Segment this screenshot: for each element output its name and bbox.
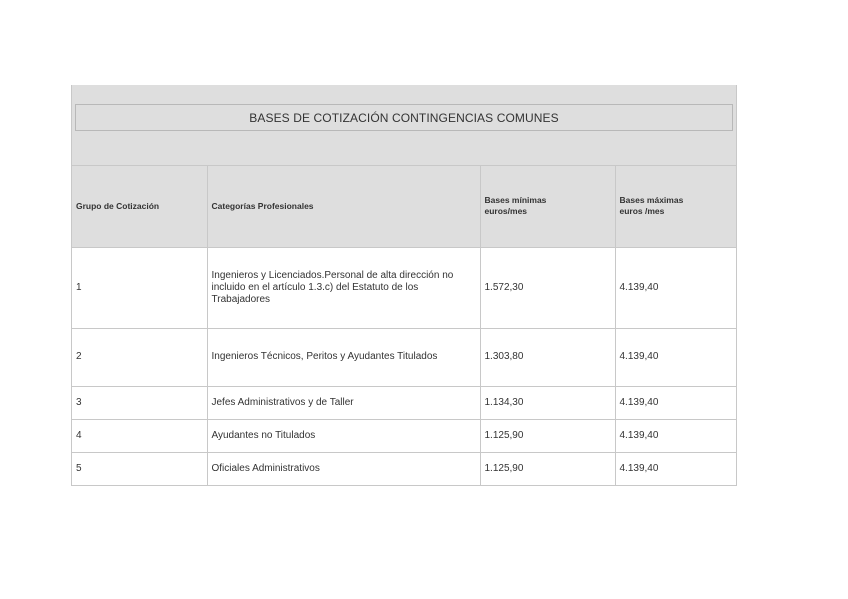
cell-category: Jefes Administrativos y de Taller [207, 386, 480, 419]
cell-max: 4.139,40 [615, 386, 736, 419]
cell-category: Ingenieros Técnicos, Peritos y Ayudantes Titulados [207, 328, 480, 386]
table-title: BASES DE COTIZACIÓN CONTINGENCIAS COMUNES [75, 104, 733, 131]
cell-max: 4.139,40 [615, 419, 736, 452]
bases-table [72, 166, 736, 485]
table-row [72, 452, 736, 485]
cell-category: Ingenieros y Licenciados.Personal de alta dirección no incluido en el artículo 1.3.c) del Estatuto de los Trabajadores [207, 247, 480, 328]
cell-min: 1.303,80 [480, 328, 615, 386]
cell-min: 1.125,90 [480, 452, 615, 485]
cell-category: Oficiales Administrativos [207, 452, 480, 485]
header-bases-minimas: Bases mínimas euros/mes [480, 166, 615, 247]
cell-min: 1.572,30 [480, 247, 615, 328]
table-row [72, 419, 736, 452]
table-row [72, 328, 736, 386]
table-row [72, 386, 736, 419]
header-categorias: Categorías Profesionales [207, 166, 480, 247]
cell-max: 4.139,40 [619, 462, 659, 474]
cell-group: 1 [72, 247, 207, 328]
cell-group: 4 [72, 419, 207, 452]
cell-group: 3 [72, 386, 207, 419]
cell-group: 5 [72, 452, 207, 485]
cell-group: 2 [72, 328, 207, 386]
cell-min: 1.125,90 [480, 419, 615, 452]
table-row [72, 247, 736, 328]
title-band [72, 85, 736, 166]
cell-max: 4.139,40 [615, 247, 736, 328]
cell-min: 1.134,30 [480, 386, 615, 419]
header-grupo: Grupo de Cotización [72, 166, 207, 247]
contribution-bases-table [71, 85, 737, 486]
header-row [72, 166, 736, 247]
header-bases-maximas: Bases máximas euros /mes [615, 166, 736, 247]
cell-category: Ayudantes no Titulados [207, 419, 480, 452]
cell-max: 4.139,40 [615, 328, 736, 386]
